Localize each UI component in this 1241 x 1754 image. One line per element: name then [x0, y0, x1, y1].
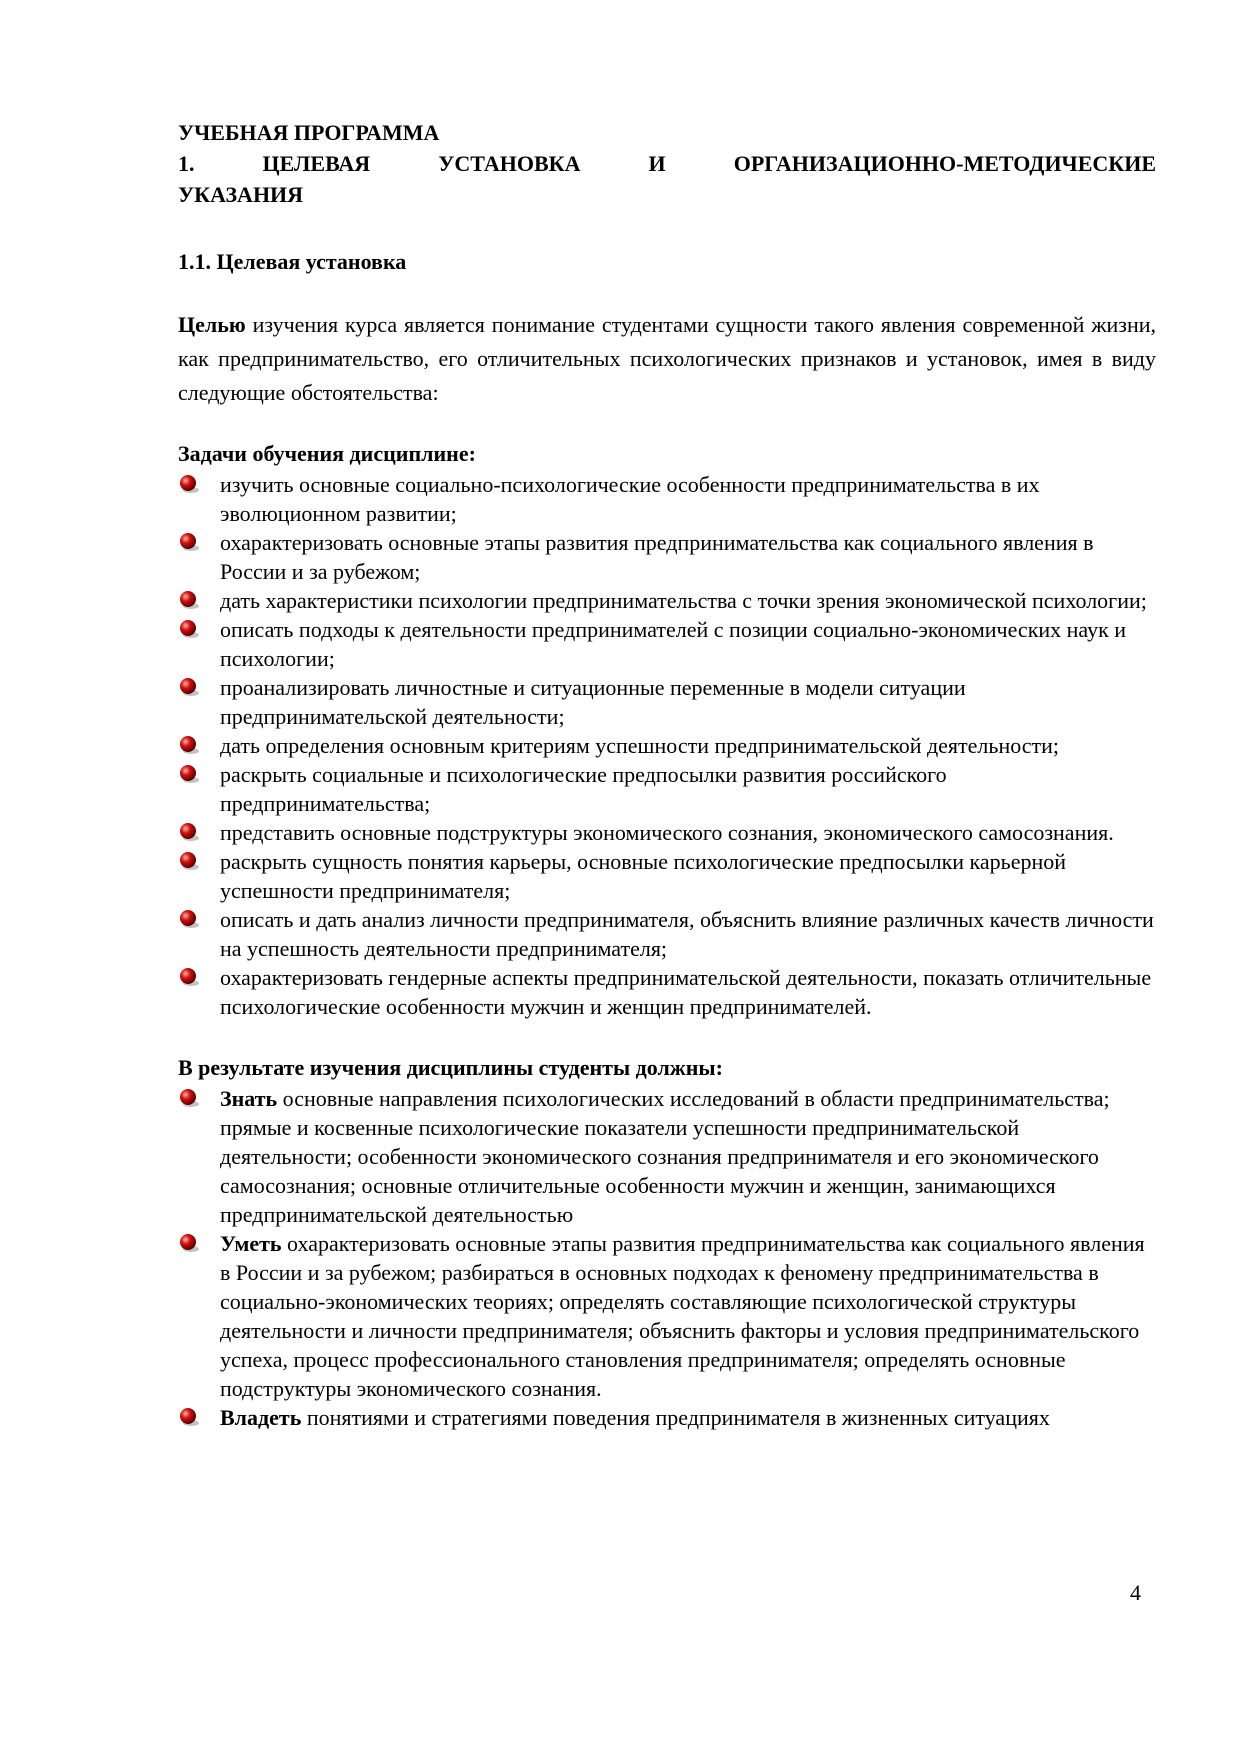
- program-title: УЧЕБНАЯ ПРОГРАММА: [178, 120, 440, 145]
- result-text: основные направления психологических исследований в области предпринимательства; прямые и косвенные психологические показатели успешности предпринимательской деятельности; особенности экономического сознания предпринимателя и его экономического самосознания; основные отличительные особенности мужчин и женщин, занимающихся предпринимательской деятельностью: [220, 1086, 1110, 1227]
- result-item: [178, 1403, 1156, 1432]
- task-text: охарактеризовать основные этапы развития предпринимательства как социального явления в России и за рубежом;: [220, 530, 1094, 584]
- section-number: 1.: [178, 151, 195, 176]
- task-item: [178, 963, 1156, 1021]
- result-item: [178, 1084, 1156, 1229]
- task-item: [178, 586, 1156, 615]
- results-title: В результате изучения дисциплины студенты должны:: [178, 1055, 723, 1080]
- section-word: ОРГАНИЗАЦИОННО-МЕТОДИЧЕСКИЕ: [733, 151, 1156, 176]
- red-ball-bullet-icon: [178, 966, 200, 988]
- red-ball-bullet-icon: [178, 734, 200, 756]
- result-text: понятиями и стратегиями поведения предпринимателя в жизненных ситуациях: [301, 1405, 1050, 1430]
- task-text: раскрыть сущность понятия карьеры, основные психологические предпосылки карьерной успешности предпринимателя;: [220, 849, 1067, 903]
- red-ball-bullet-icon: [178, 676, 200, 698]
- goal-bold: Целью: [178, 312, 246, 337]
- task-item: [178, 818, 1156, 847]
- results-list: [178, 1084, 1156, 1432]
- red-ball-bullet-icon: [178, 1232, 200, 1254]
- task-item: [178, 673, 1156, 731]
- task-item: [178, 847, 1156, 905]
- task-text: изучить основные социально-психологические особенности предпринимательства в их эволюционном развитии;: [220, 472, 1040, 526]
- result-verb: Уметь: [220, 1231, 282, 1256]
- page-number: 4: [1130, 1580, 1141, 1605]
- document-page: [178, 118, 1156, 1432]
- section-heading-cont: УКАЗАНИЯ: [178, 182, 304, 207]
- task-text: проанализировать личностные и ситуационные переменные в модели ситуации предпринимательской деятельности;: [220, 675, 966, 729]
- red-ball-bullet-icon: [178, 821, 200, 843]
- red-ball-bullet-icon: [178, 618, 200, 640]
- result-item: [178, 1229, 1156, 1403]
- red-ball-bullet-icon: [178, 908, 200, 930]
- section-word: УСТАНОВКА: [438, 151, 581, 176]
- task-text: дать характеристики психологии предпринимательства с точки зрения экономической психологии;: [220, 588, 1147, 613]
- section-heading: [178, 147, 1156, 180]
- task-item: [178, 470, 1156, 528]
- goal-text: изучения курса является понимание студентами сущности такого явления современной жизни, как предпринимательство, его отличительных психологических признаков и установок, имея в виду следующие обстоятельства:: [178, 312, 1156, 405]
- task-text: описать и дать анализ личности предпринимателя, объяснить влияние различных качеств личности на успешность деятельности предпринимателя;: [220, 907, 1154, 961]
- task-text: представить основные подструктуры экономического сознания, экономического самосознания.: [220, 820, 1114, 845]
- red-ball-bullet-icon: [178, 531, 200, 553]
- result-text: охарактеризовать основные этапы развития предпринимательства как социального явления в России и за рубежом; разбираться в основных подходах к феномену предпринимательства в социально-экономических теориях; определять составляющие психологической структуры деятельности и личности предпринимателя; объяснить факторы и условия предпринимательского успеха, процесс профессионального становления предпринимателя; определять основные подструктуры экономического сознания.: [220, 1231, 1145, 1401]
- task-item: [178, 905, 1156, 963]
- task-item: [178, 760, 1156, 818]
- goal-paragraph: [178, 308, 1156, 410]
- section-word: И: [648, 151, 666, 176]
- tasks-list: [178, 470, 1156, 1021]
- red-ball-bullet-icon: [178, 473, 200, 495]
- task-text: дать определения основным критериям успешности предпринимательской деятельности;: [220, 733, 1060, 758]
- task-item: [178, 528, 1156, 586]
- result-verb: Владеть: [220, 1405, 302, 1430]
- tasks-title: Задачи обучения дисциплине:: [178, 441, 476, 466]
- red-ball-bullet-icon: [178, 1087, 200, 1109]
- task-item: [178, 731, 1156, 760]
- result-verb: Знать: [220, 1086, 278, 1111]
- task-text: описать подходы к деятельности предпринимателей с позиции социально-экономических наук и психологии;: [220, 617, 1127, 671]
- task-item: [178, 615, 1156, 673]
- task-text: охарактеризовать гендерные аспекты предпринимательской деятельности, показать отличительные психологические особенности мужчин и женщин предпринимателей.: [220, 965, 1152, 1019]
- red-ball-bullet-icon: [178, 589, 200, 611]
- red-ball-bullet-icon: [178, 850, 200, 872]
- red-ball-bullet-icon: [178, 1406, 200, 1428]
- section-word: ЦЕЛЕВАЯ: [262, 151, 371, 176]
- task-text: раскрыть социальные и психологические предпосылки развития российского предпринимательства;: [220, 762, 947, 816]
- red-ball-bullet-icon: [178, 763, 200, 785]
- subsection-title: 1.1. Целевая установка: [178, 249, 407, 274]
